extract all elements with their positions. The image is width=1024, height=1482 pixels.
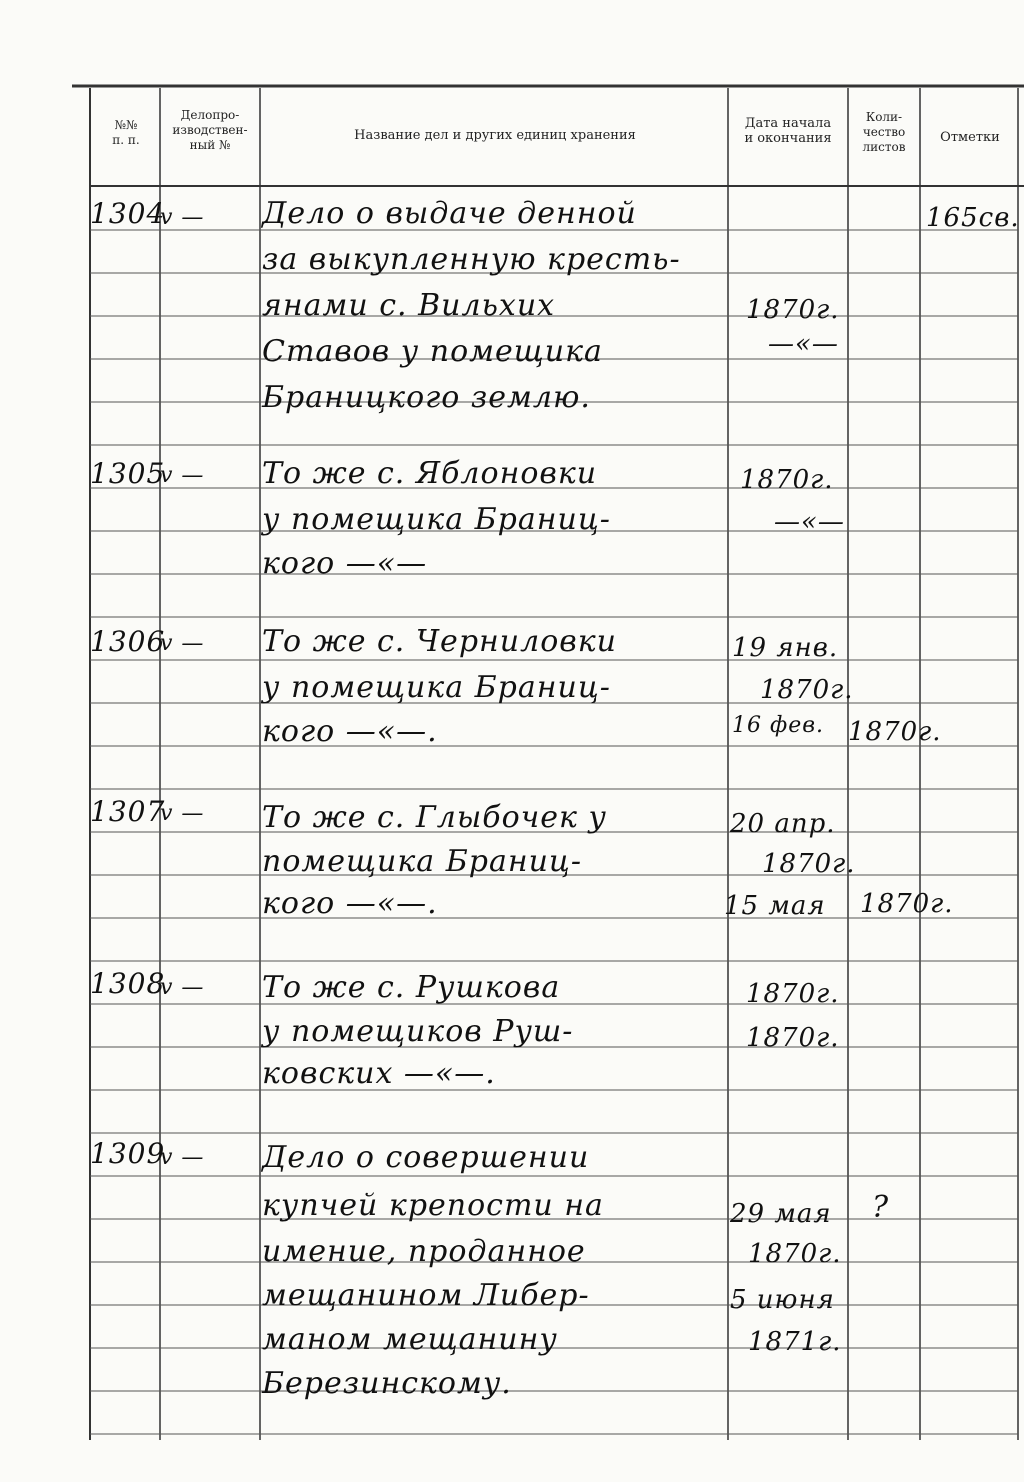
entry-1309-line-1: Дело о совершении	[262, 1140, 590, 1175]
entry-1306-mark: v —	[160, 631, 205, 656]
entry-1309-date-2: 1870г.	[748, 1239, 842, 1269]
entry-1309-date-3: 5 июня	[730, 1285, 835, 1315]
entry-1306-date-2: 1870г.	[760, 675, 854, 705]
entry-1306-date-1: 19 янв.	[732, 633, 839, 663]
entry-1304-number: 1304	[90, 197, 166, 230]
entry-1304-date-2: —«—	[768, 329, 839, 359]
entry-1304-date-1: 1870г.	[746, 295, 840, 325]
entry-1307-number: 1307	[90, 795, 166, 828]
entry-1304-notes: 165св.	[926, 203, 1020, 233]
entry-1308-date-1: 1870г.	[746, 979, 840, 1009]
entry-1305-date-1: 1870г.	[740, 465, 834, 495]
entry-1308-line-3: ковских —«—.	[262, 1056, 496, 1091]
entry-1308-number: 1308	[90, 967, 166, 1000]
entry-1309-mark: v —	[160, 1145, 205, 1170]
entry-1304-line-2: за выкупленную кресть-	[262, 242, 681, 277]
entry-1306-line-3: кого —«—.	[262, 714, 438, 749]
entry-1304-mark: v —	[160, 205, 205, 230]
header-case: Делопро- изводствен- ный №	[172, 108, 248, 152]
entry-1306-line-2: у помещика Браниц-	[262, 670, 611, 705]
entry-1309-date-1: 29 мая	[730, 1199, 832, 1229]
entry-1304-line-5: Браницкого землю.	[262, 380, 591, 415]
header-title: Название дел и других единиц хранения	[354, 128, 636, 143]
entry-1308-line-1: То же с. Рушкова	[262, 970, 561, 1005]
entry-1308-date-2: 1870г.	[746, 1023, 840, 1053]
entry-1304-line-1: Дело о выдаче денной	[262, 196, 637, 231]
entry-1305-date-2: —«—	[774, 507, 845, 537]
entry-1307-date-1: 20 апр.	[730, 809, 836, 839]
entry-1309-line-2: купчей крепости на	[262, 1188, 604, 1223]
entry-1307-line-2: помещика Браниц-	[262, 844, 582, 879]
entry-1309-line-5: маном мещанину	[262, 1322, 558, 1357]
header-dates: Дата начала и окончания	[744, 116, 832, 146]
entry-1305-mark: v —	[160, 463, 205, 488]
entry-1309-number: 1309	[90, 1137, 166, 1170]
entry-1306-number: 1306	[90, 625, 166, 658]
header-notes: Отметки	[940, 130, 1000, 145]
entry-1307-mark: v —	[160, 801, 205, 826]
entry-1307-date-3: 15 мая	[724, 891, 826, 921]
entry-1306-line-1: То же с. Черниловки	[262, 624, 617, 659]
entry-1307-line-3: кого —«—.	[262, 886, 438, 921]
entry-1309-line-4: мещанином Либер-	[262, 1278, 590, 1313]
header-sheets: Коли- чество листов	[862, 110, 906, 154]
entry-1305-number: 1305	[90, 457, 166, 490]
entry-1307-date-4: 1870г.	[860, 889, 954, 919]
entry-1309-query-mark: ?	[872, 1190, 890, 1225]
entry-1308-line-2: у помещиков Руш-	[262, 1014, 574, 1049]
entry-1309-date-4: 1871г.	[748, 1327, 842, 1357]
entry-1306-date-3: 16 фев.	[732, 713, 825, 738]
entry-1306-date-4: 1870г.	[848, 717, 942, 747]
entry-1307-date-2: 1870г.	[762, 849, 856, 879]
entry-1305-line-2: у помещика Браниц-	[262, 502, 611, 537]
entry-1308-mark: v —	[160, 975, 205, 1000]
entry-1309-line-3: имение, проданное	[262, 1234, 586, 1269]
entry-1304-line-3: янами с. Вильхих	[262, 288, 556, 323]
entry-1307-line-1: То же с. Глыбочек у	[262, 800, 607, 835]
entry-1305-line-1: То же с. Яблоновки	[262, 456, 598, 491]
header-num: №№ п. п.	[112, 118, 140, 147]
entry-1304-line-4: Ставов у помещика	[262, 334, 603, 369]
entry-1309-line-6: Березинскому.	[262, 1366, 512, 1401]
entry-1305-line-3: кого —«—	[262, 546, 428, 581]
